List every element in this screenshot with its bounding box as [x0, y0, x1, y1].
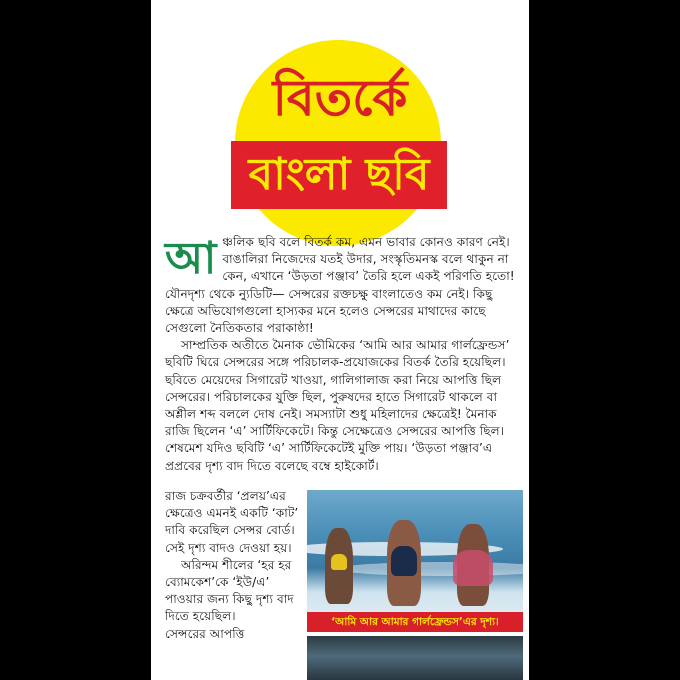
headline-banner [231, 141, 447, 209]
side-paragraph-1: রাজ চক্রবর্তীর ‘প্রলয়’এর ক্ষেত্রেও এমনই একটি ‘কাট’ দাবি করেছিল সেন্সর বোর্ড। সেই দৃশ্য বাদও দেওয়া হয়। [165, 489, 299, 555]
drop-cap: আ [165, 233, 217, 284]
figure-dress [453, 550, 493, 586]
headline-line1: বিতর্কে [272, 68, 408, 127]
article-paragraph-2: সাম্প্রতিক অতীতে মৈনাক ভৌমিকের ‘আমি আর আমার গার্লফ্রেন্ডস’ ছবিটি ঘিরে সেন্সরের সঙ্গে পরিচালক-প্রযোজকের বিতর্ক তৈরি হয়েছিল। ছবিতে মেয়েদের সিগারেট খাওয়া, গালিগালাজ করা নিয়ে আপত্তি ছিল সেন্সরের। পরিচালকের যুক্তি ছিল, পুরুষদের হাতে সিগারেট থাকলে বা অশ্লীল শব্দ বললে দোষ নেই। সমস্যাটা শুধু মহিলাদের ক্ষেত্রেই! মৈনাক রাজি ছিলেন ‘এ’ সার্টিফিকেটে। কিন্তু সেক্ষেত্রেও সেন্সরের আপত্তি ছিল। শেষমেশ যদিও ছবিটি ‘এ’ সার্টিফিকেটেই মুক্তি পায়। ‘উড়তা পঞ্জাব’এ প্রপ্রবের দৃশ্য বাদ দিতে বলেছে বম্বে হাইকোর্ট। [165, 338, 510, 473]
figure-swimsuit [391, 546, 417, 576]
wave-graphic [337, 562, 523, 576]
figure-swimsuit [331, 554, 347, 570]
article-paragraph-1 [165, 234, 517, 337]
second-photo-partial [307, 636, 523, 680]
article-body [165, 234, 517, 475]
newspaper-page [151, 0, 529, 680]
movie-still-photo [307, 490, 523, 632]
photo-caption: ‘আমি আর আমার গার্লফ্রেন্ডস’এর দৃশ্য। [307, 612, 523, 632]
side-paragraph-3: সেন্সরের আপত্তি [165, 626, 245, 641]
article-side-column [165, 488, 305, 643]
side-paragraph-2: অরিন্দম শীলের ‘হর হর ব্যোমকেশ’কে ‘ইউ/এ’ পাওয়ার জন্য কিছু দৃশ্য বাদ দিতে হয়েছিল। [165, 557, 294, 624]
paragraph-1-text: ঞ্চলিক ছবি বলে বিতর্ক কম, এমন ভাবার কোনও কারণ নেই। বাঙালিরা নিজেদের যতই উদার, সংস্কৃতিমনস্ক বলে থাকুন না কেন, এখানে ‘উড়তা পঞ্জাব’ তৈরি হলে একই পরিণতি হতো! যৌনদৃশ্য থেকে ন্যুডিটি— সেন্সরের রক্তচক্ষু বাংলাতেও কম নেই। কিছু ক্ষেত্রে অভিযোগগুলো হাস্যকর মনে হলেও সেন্সরের মাথাদের কাছে সেগুলো নৈতিকতার পরাকাষ্ঠা! [165, 235, 515, 336]
headline-line2: বাংলা ছবি [248, 149, 430, 200]
